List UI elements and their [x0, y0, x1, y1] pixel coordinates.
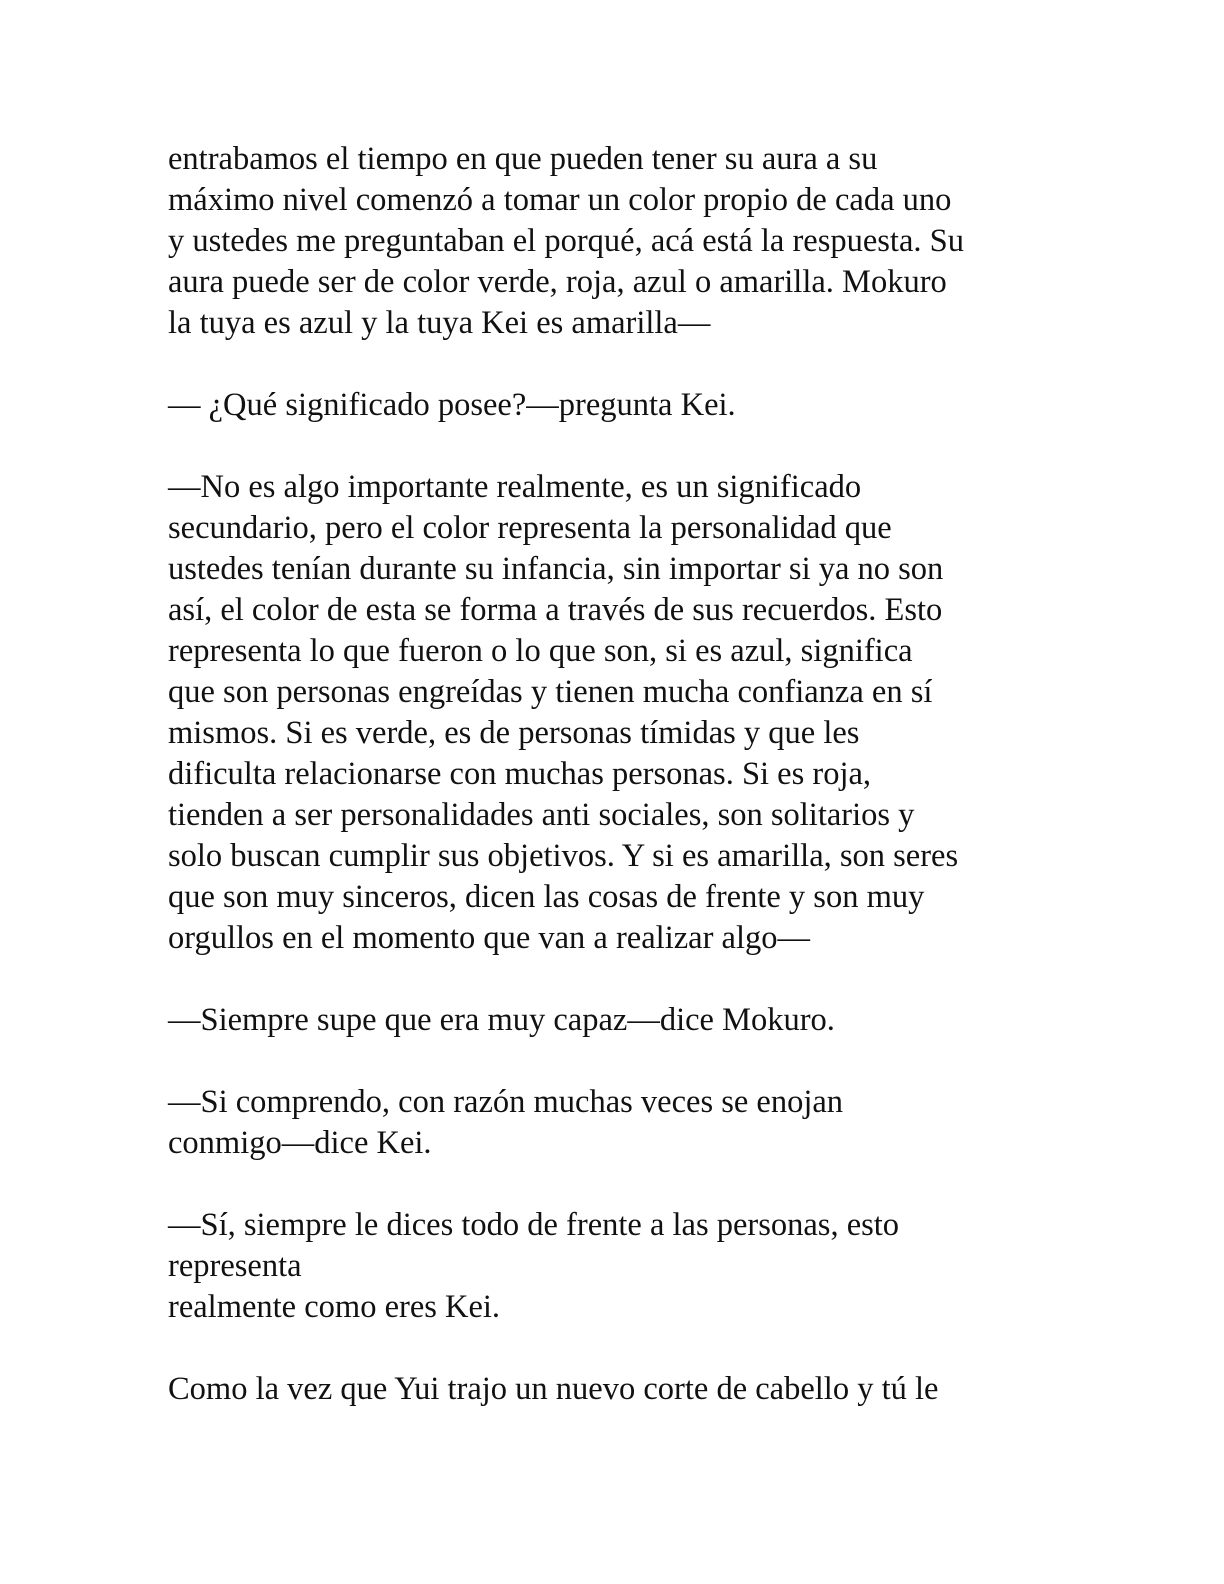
text-line: entrabamos el tiempo en que pueden tener su aura a su [168, 141, 878, 177]
document-page [168, 139, 1068, 1451]
text-line: secundario, pero el color representa la personalidad que [168, 510, 892, 546]
text-line: —No es algo importante realmente, es un significado [168, 469, 862, 505]
text-line: —Si comprendo, con razón muchas veces se enojan [168, 1084, 844, 1120]
text-line: que son personas engreídas y tienen mucha confianza en sí [168, 674, 933, 710]
text-line: orgullos en el momento que van a realizar algo— [168, 920, 810, 956]
text-line: máximo nivel comenzó a tomar un color propio de cada uno [168, 182, 952, 218]
paragraph-5 [168, 1082, 1068, 1164]
text-line: solo buscan cumplir sus objetivos. Y si es amarilla, son seres [168, 838, 959, 874]
text-line: realmente como eres Kei. [168, 1289, 501, 1325]
text-line: así, el color de esta se forma a través de sus recuerdos. Esto [168, 592, 943, 628]
text-line: — ¿Qué significado posee?—pregunta Kei. [168, 387, 736, 423]
text-line: dificulta relacionarse con muchas personas. Si es roja, [168, 756, 872, 792]
paragraph-7 [168, 1369, 1068, 1410]
text-line: conmigo—dice Kei. [168, 1125, 432, 1161]
paragraph-6 [168, 1205, 1068, 1328]
paragraph-2 [168, 385, 1068, 426]
text-line: —Sí, siempre le dices todo de frente a las personas, esto [168, 1207, 900, 1243]
paragraph-1 [168, 139, 1068, 344]
paragraph-4 [168, 1000, 1068, 1041]
text-line: mismos. Si es verde, es de personas tímidas y que les [168, 715, 860, 751]
text-line: aura puede ser de color verde, roja, azul o amarilla. Mokuro [168, 264, 947, 300]
text-line: Como la vez que Yui trajo un nuevo corte de cabello y tú le [168, 1371, 939, 1407]
paragraph-3 [168, 467, 1068, 959]
text-line: que son muy sinceros, dicen las cosas de frente y son muy [168, 879, 925, 915]
text-line: tienden a ser personalidades anti sociales, son solitarios y [168, 797, 915, 833]
text-line: —Siempre supe que era muy capaz—dice Mokuro. [168, 1002, 835, 1038]
text-line: la tuya es azul y la tuya Kei es amarilla— [168, 305, 711, 341]
text-line: representa [168, 1248, 302, 1284]
text-line: y ustedes me preguntaban el porqué, acá está la respuesta. Su [168, 223, 964, 259]
text-line: representa lo que fueron o lo que son, si es azul, significa [168, 633, 913, 669]
text-line: ustedes tenían durante su infancia, sin importar si ya no son [168, 551, 944, 587]
